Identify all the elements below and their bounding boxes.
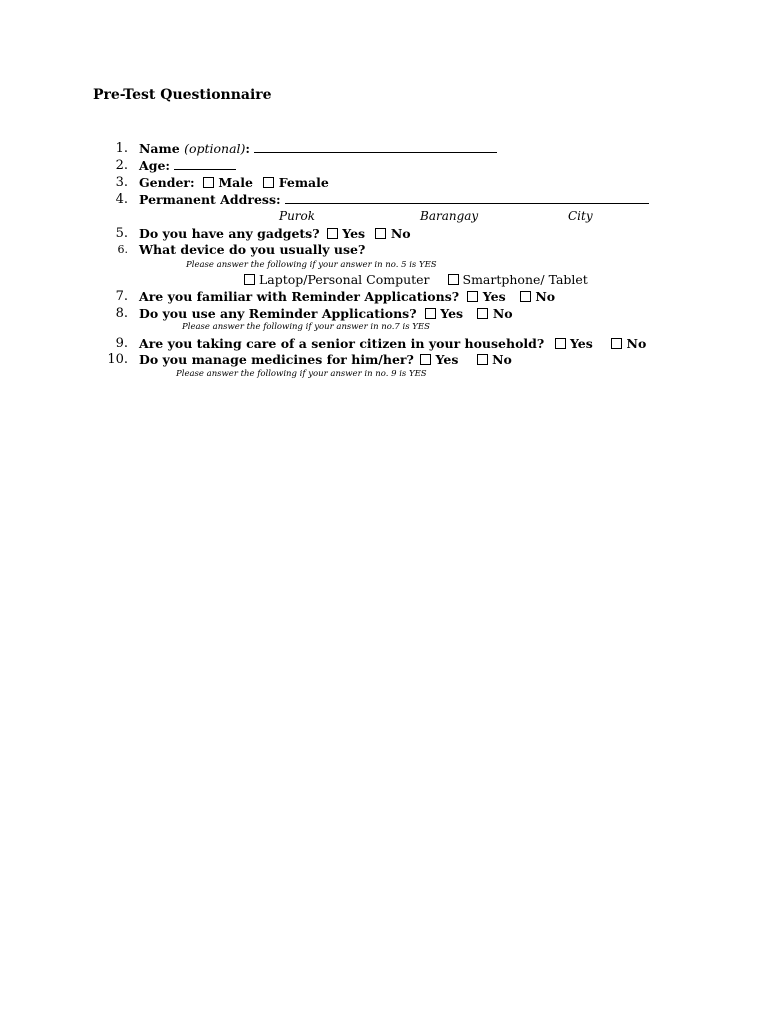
q4-row: [139, 192, 649, 207]
q8-row: [139, 306, 513, 321]
q5-yes-checkbox[interactable]: [327, 228, 338, 239]
q10-label: Do you manage medicines for him/her?: [139, 352, 414, 367]
q3-number: 3.: [115, 175, 128, 190]
city-label: City: [568, 209, 593, 223]
q10-note: Please answer the following if your answer in no. 9 is YES: [176, 369, 427, 379]
q3-row: [139, 175, 329, 190]
q9-no-checkbox[interactable]: [611, 338, 622, 349]
q1-optional: (optional): [184, 141, 246, 156]
q5-yes-label: Yes: [342, 226, 366, 241]
purok-label: Purok: [279, 209, 316, 223]
laptop-checkbox[interactable]: [244, 274, 255, 285]
q6-number: 6.: [117, 243, 128, 256]
address-field[interactable]: [285, 193, 649, 204]
q7-no-label: No: [535, 289, 556, 304]
q2-label: Age:: [139, 158, 171, 173]
q10-row: [139, 352, 512, 367]
q5-row: [139, 226, 411, 241]
q10-yes-checkbox[interactable]: [420, 354, 431, 365]
q5-label: Do you have any gadgets?: [139, 226, 320, 241]
laptop-label: Laptop/Personal Computer: [258, 272, 430, 287]
q7-label: Are you familiar with Reminder Applications?: [139, 289, 460, 304]
q5-no-label: No: [390, 226, 411, 241]
q2-number: 2.: [115, 158, 128, 173]
q9-row: [139, 336, 646, 351]
female-checkbox[interactable]: [263, 177, 274, 188]
q8-no-checkbox[interactable]: [477, 308, 488, 319]
q4-label: Permanent Address:: [139, 192, 281, 207]
barangay-label: Barangay: [420, 209, 479, 223]
q8-note: Please answer the following if your answer in no.7 is YES: [182, 322, 430, 332]
q1-label: Name: [139, 141, 180, 156]
q8-yes-label: Yes: [440, 306, 464, 321]
q9-label: Are you taking care of a senior citizen in your household?: [139, 336, 545, 351]
q9-yes-label: Yes: [569, 336, 593, 351]
smartphone-label: Smartphone/ Tablet: [462, 272, 588, 287]
q1-number: 1.: [115, 141, 128, 156]
male-checkbox[interactable]: [203, 177, 214, 188]
q6-label: What device do you usually use?: [139, 242, 366, 257]
q7-yes-checkbox[interactable]: [467, 291, 478, 302]
q9-no-label: No: [626, 336, 647, 351]
q2-row: [139, 158, 236, 173]
smartphone-checkbox[interactable]: [448, 274, 459, 285]
q10-yes-label: Yes: [435, 352, 459, 367]
q7-number: 7.: [115, 289, 128, 304]
male-label: Male: [218, 175, 253, 190]
q9-number: 9.: [115, 336, 128, 351]
female-label: Female: [278, 175, 329, 190]
q5-no-checkbox[interactable]: [375, 228, 386, 239]
q3-label: Gender:: [139, 175, 195, 190]
q1-row: [139, 141, 497, 156]
q4-number: 4.: [115, 192, 128, 207]
page-title: Pre-Test Questionnaire: [93, 87, 272, 103]
age-field[interactable]: [174, 159, 236, 170]
q6-note: Please answer the following if your answer in no. 5 is YES: [186, 260, 437, 270]
q1-colon: :: [245, 141, 251, 156]
q9-yes-checkbox[interactable]: [555, 338, 566, 349]
q10-no-checkbox[interactable]: [477, 354, 488, 365]
q6-options: [244, 272, 588, 287]
q10-no-label: No: [492, 352, 512, 367]
q7-row: [139, 289, 555, 304]
q8-no-label: No: [492, 306, 513, 321]
q8-number: 8.: [115, 306, 128, 321]
q10-number: 10.: [107, 352, 128, 367]
q8-yes-checkbox[interactable]: [425, 308, 436, 319]
name-field[interactable]: [254, 142, 497, 153]
q7-no-checkbox[interactable]: [520, 291, 531, 302]
q5-number: 5.: [115, 226, 128, 241]
q8-label: Do you use any Reminder Applications?: [139, 306, 417, 321]
q7-yes-label: Yes: [482, 289, 506, 304]
